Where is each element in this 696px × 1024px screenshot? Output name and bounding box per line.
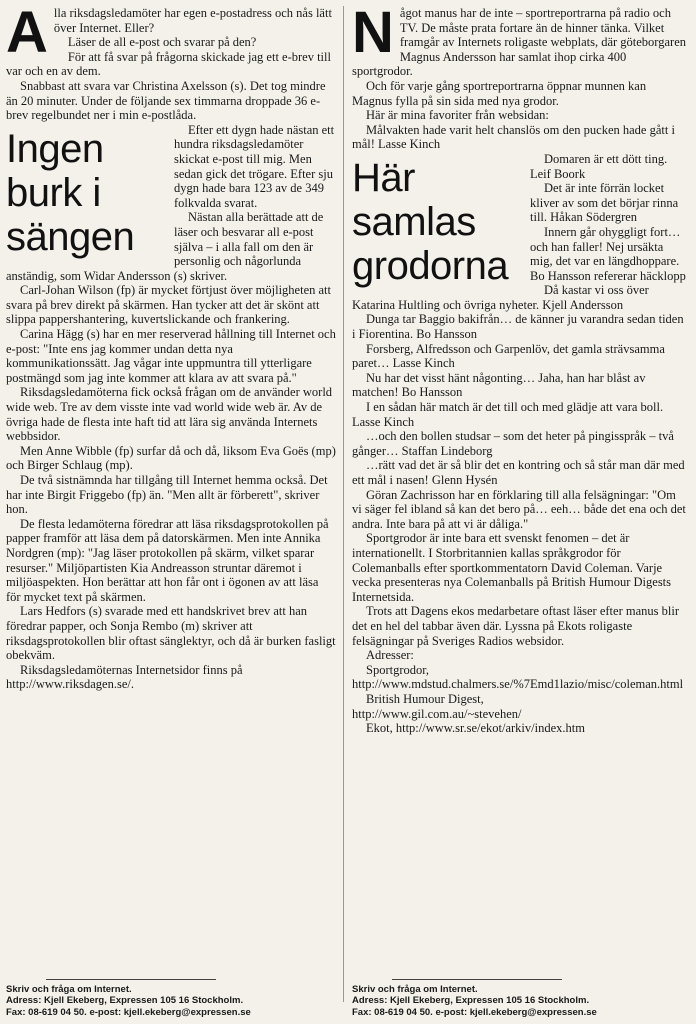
address-item: Sportgrodor, <box>366 662 430 677</box>
quote: Forsberg, Alfredsson och Garpenlöv, det gamla strävsamma paret… Lasse Kinch <box>352 341 665 371</box>
paragraph: Nästan alla berättade att de läser och besvarar all e-post själva – i alla fall om den är personlig och någorlunda anständig, som Widar Andersson (s) skriver. <box>6 210 324 283</box>
paragraph: Lars Hedfors (s) svarade med ett handskrivet brev att han föredrar papper, och Sonja Rembo (m) skriver att riksdagsprotokollen blir oftast sänglektyr, och då är burken fasligt obekväm. <box>6 604 336 663</box>
footer-line: Fax: 08-619 04 50. e-post: kjell.ekeberg@expressen.se <box>6 1006 251 1018</box>
footer-line: Skriv och fråga om Internet. <box>6 983 132 995</box>
article-ingen-burk <box>6 0 336 1018</box>
lead-paragraph: ågot manus har de inte – sportreportrarna på radio och TV. De måste prata fortare än de hinner tänka. Vilket framgår av Internets roligaste webplats, där göteborgaren Magnus Andersson har samlat ihop cirka 400 sportgrodor. <box>352 6 687 79</box>
paragraph: Trots att Dagens ekos medarbetare oftast läser efter manus blir det en hel del tabbar även där. Lyssna på Ekots roligaste felsägningar på Sveriges Radios websidor. <box>352 604 679 648</box>
headline-line: grodorna <box>352 243 509 288</box>
quote: Då kastar vi oss över Katarina Hultling och övriga nyheter. Kjell Andersson <box>352 283 649 312</box>
quote: Domaren är ett dött ting. Leif Boork <box>530 151 668 181</box>
column-rule <box>343 6 344 1002</box>
paragraph: De två sistnämnda har tillgång till Internet hemma också. Det har inte Birgit Friggebo (fp) än. "Men allt är förberett", skriver hon. <box>6 473 328 517</box>
quote: …och den bollen studsar – som det heter på pingisspråk – två gånger… Staffan Lindeborg <box>352 429 674 458</box>
paragraph: Göran Zachrisson har en förklaring till alla felsägningar: "Om vi säger fel ibland så kan det bero på… eeh… både det ena och det andra. Inte bara på att vi är dåliga." <box>352 487 686 531</box>
paragraph: Carina Hägg (s) har en mer reserverad hållning till Internet och e-post: "Inte ens jag kommer undan detta nya kommunikationssätt. Jag vågar inte uppmuntra till ytterligare postmängd som jag inte kommer att klara av att svara på." <box>6 327 336 385</box>
quote: Nu har det visst hänt någonting… Jaha, han har blåst av matchen! Bo Hansson <box>352 370 646 400</box>
paragraph: Snabbast att svara var Christina Axelsson (s). Det tog mindre än 20 minuter. Under de följande sex timmarna droppade 36 e-brev regelbundet ner i min e-postlåda. <box>6 78 326 123</box>
address-item: British Humour Digest, <box>366 691 484 706</box>
footer-line: Fax: 08-619 04 50. e-post: kjell.ekeberg@expressen.se <box>352 1006 597 1018</box>
paragraph: Och för varje gång sportreportrarna öppnar munnen kan Magnus fylla på sin sida med nya grodor. <box>352 78 647 108</box>
paragraph: Riksdagsledamöterna fick också frågan om de använder world wide web. Tre av dem visste inte vad world wide web är. Av de övriga hade de flesta inte haft tid att lära sig använda Internets webbsidor. <box>6 385 333 444</box>
headline-line: Här <box>352 155 415 200</box>
paragraph: Riksdagsledamöternas Internetsidor finns på http://www.riksdagen.se/. <box>6 662 243 692</box>
headline-har-samlas <box>352 156 522 288</box>
footer-divider <box>392 979 562 980</box>
footer-line: Adress: Kjell Ekeberg, Expressen 105 16 Stockholm. <box>352 995 590 1006</box>
headline-line: samlas <box>352 199 476 244</box>
paragraph: För att få svar på frågorna skickade jag ett e-brev till var och en av dem. <box>6 49 331 79</box>
paragraph: Carl-Johan Wilson (fp) är mycket förtjust över möjligheten att svara på brev direkt på skärmen. Han tycker att det är skönt att slippa pappershantering, kuvertslickande och frankering. <box>6 283 331 327</box>
headline-ingen-burk <box>6 127 166 259</box>
address-list <box>352 648 686 736</box>
lead-paragraph: lla riksdagsledamöter har egen e-postadress och nås lätt över Internet. Eller? <box>53 6 332 35</box>
address-url[interactable]: http://www.gil.com.au/~stevehen/ <box>352 706 522 721</box>
quote: Innern går ohyggligt fort… och han faller! Nej ursäkta mig, det var en längdhoppare. Bo Hansson refererar häcklopp <box>530 224 686 283</box>
dropcap-n: N <box>352 0 394 65</box>
quote: …rätt vad det är så blir det en kontring och så står man där med ett mål i nasen! Glenn Hysén <box>352 458 685 487</box>
paragraph: Läser de all e-post och svarar på den? <box>67 35 257 50</box>
paragraph: De flesta ledamöterna föredrar att läsa riksdagsprotokollen på papper framför att läsa dem på datorskärmen. Men inte Annika Nordgren (mp): "Jag läser protokollen på skärm, vilket sparar resurser." Miljöpartisten Kia Andreasson struntar däremot i miljöaspekten. Hon berättar att hon får ont i ögonen av att läsa för mycket text på skärmen. <box>6 516 329 604</box>
addresses-label: Adresser: <box>366 648 414 663</box>
footer-line: Adress: Kjell Ekeberg, Expressen 105 16 Stockholm. <box>6 995 244 1006</box>
quote: I en sådan här match är det till och med glädje att vara boll. Lasse Kinch <box>352 400 664 429</box>
footer-line: Skriv och fråga om Internet. <box>352 983 478 995</box>
headline-line: Ingen <box>6 126 104 171</box>
paragraph: Men Anne Wibble (fp) surfar då och då, liksom Eva Goës (mp) och Birger Schlaug (mp). <box>6 443 336 473</box>
footer-divider <box>46 979 216 980</box>
address-item[interactable]: Ekot, http://www.sr.se/ekot/arkiv/index.htm <box>366 721 585 736</box>
paragraph: Efter ett dygn hade nästan ett hundra riksdagsledamöter skickat e-post till mig. Men sedan gick det trögare. Efter sju dygn hade bara 123 av de 349 folkvalda svarat. <box>174 122 335 210</box>
paragraph: Sportgrodor är inte bara ett svenskt fenomen – det är internationellt. I Storbritannien kallas språkgrodor för Colemanballs efter sportkommentatorn David Coleman. Varje vecka presenteras nya Colemanballs på British Humour Digests Internetsida. <box>352 531 672 604</box>
address-url[interactable]: http://www.mdstud.chalmers.se/%7Emd1lazio/misc/coleman.html <box>352 677 684 692</box>
footer-contact-right <box>352 979 686 1019</box>
headline-line: sängen <box>6 214 135 259</box>
headline-line: burk i <box>6 170 101 215</box>
quote: Det är inte förrän locket kliver av som det börjar rinna till. Håkan Södergren <box>530 181 679 225</box>
footer-contact-left <box>6 979 336 1019</box>
paragraph: Målvakten hade varit helt chanslös om den pucken hade gått i mål! Lasse Kinch <box>352 122 675 152</box>
dropcap-a: A <box>6 0 48 65</box>
quote: Dunga tar Baggio bakifrån… de känner ju varandra sedan tiden i Fiorentina. Bo Hansson <box>352 312 684 342</box>
paragraph: Här är mina favoriter från websidan: <box>366 108 549 123</box>
article-har-samlas-grodorna <box>352 0 687 1018</box>
